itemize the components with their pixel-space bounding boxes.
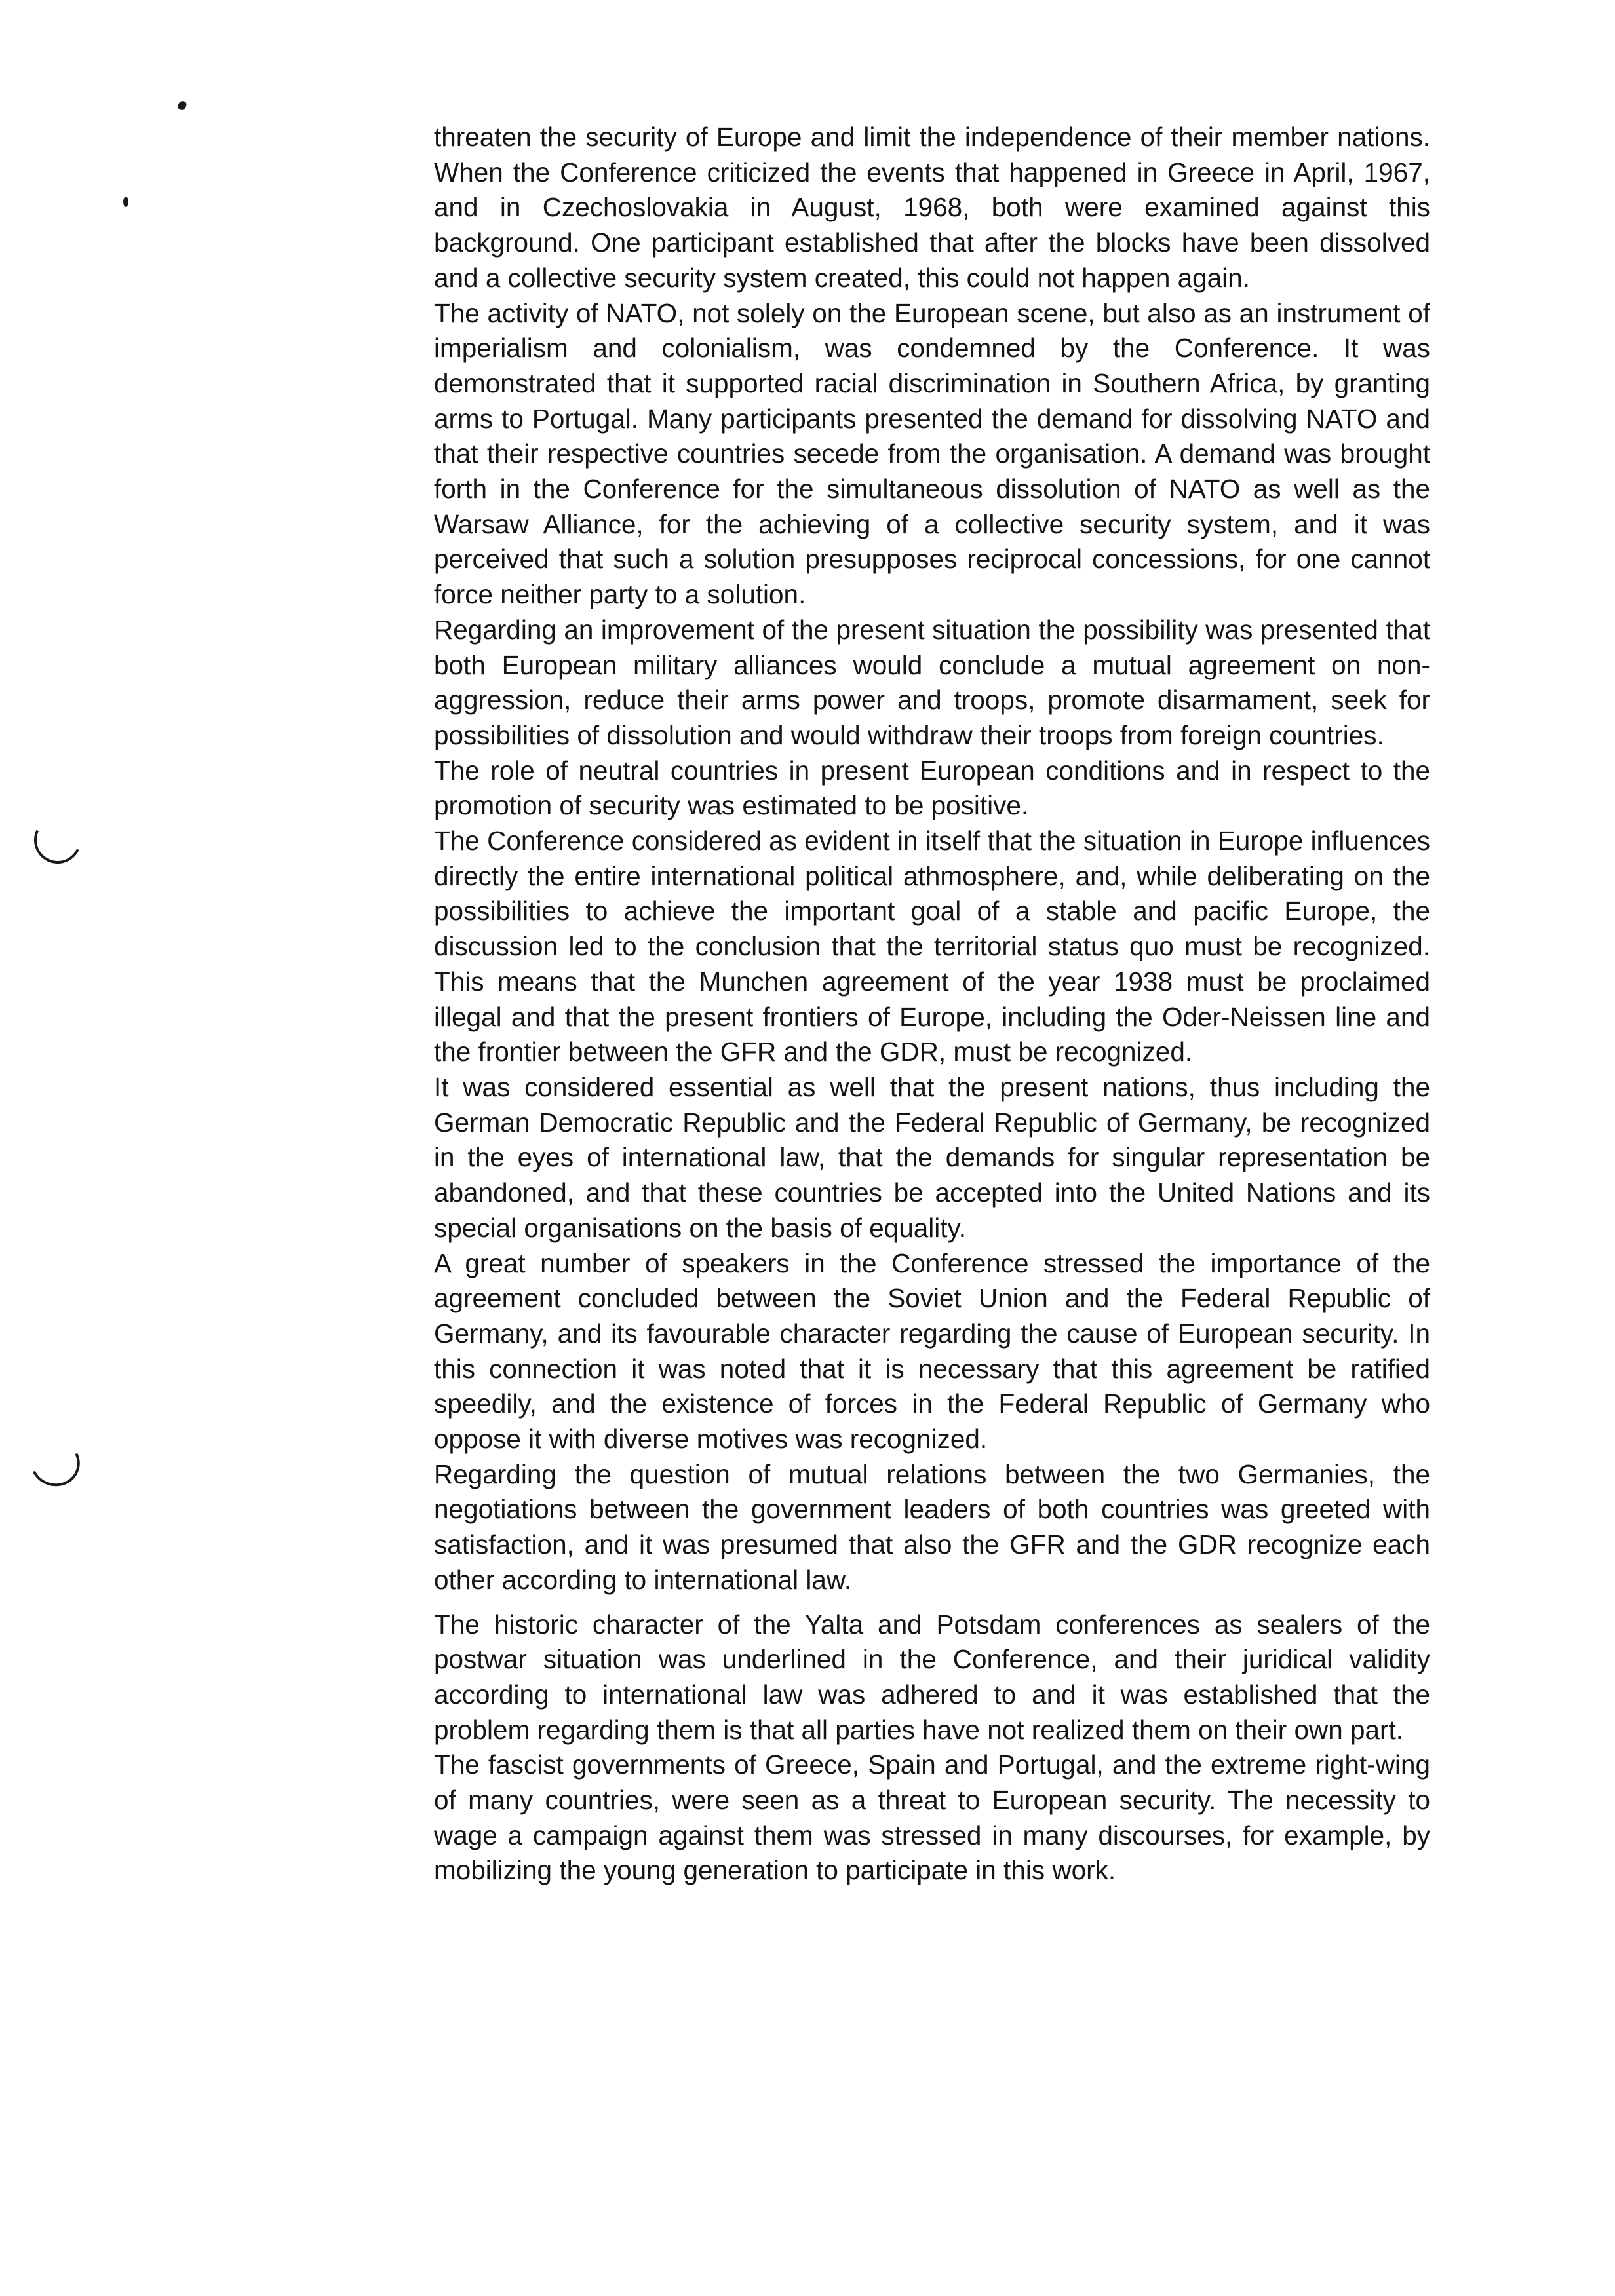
paragraph: A great number of speakers in the Conference stressed the importance of the agreement concluded between the Soviet Union and the Federal Republic of Germany, and its favourable character regarding the cause of European security. In this connection it was noted that it is necessary that this agreement be ratified speedily, and the existence of forces in the Federal Republic of Germany who oppose it with diverse motives was recognized. [434, 1248, 1430, 1455]
paragraph: The role of neutral countries in present European conditions and in respect to the promotion of security was estimated to be positive. [434, 755, 1430, 821]
paragraph: The Conference considered as evident in itself that the situation in Europe influences directly the entire international political athmosphere, and, while deliberating on the possibilities to achieve the important goal of a stable and pacific Europe, the discussion led to the conclusion that the territorial status quo must be recognized. This means that the Munchen agreement of the year 1938 must be proclaimed illegal and that the present frontiers of Europe, including the Oder-Neissen line and the frontier between the GFR and the GDR, must be recognized. [434, 826, 1430, 1067]
paragraph: The historic character of the Yalta and Potsdam conferences as sealers of the postwar situation was underlined in the Conference, and their juridical validity according to international law was adhered to and it was established that the problem regarding them is that all parties have not realized them on their own part. [434, 1609, 1430, 1745]
paragraph: Regarding an improvement of the present situation the possibility was presented that both European military alliances would conclude a mutual agreement on non-aggression, reduce their arms power and troops, promote disarmament, seek for possibilities of dissolution and would withdraw their troops from foreign countries. [434, 614, 1430, 750]
paragraph: It was considered essential as well that the present nations, thus including the German Democratic Republic and the Federal Republic of Germany, be recognized in the eyes of international law, that the demands for singular representation be abandoned, and that these countries be accepted into the United Nations and its special organisations on the basis of equality. [434, 1071, 1430, 1243]
scan-speck-mark [177, 100, 187, 111]
punch-hole-mark [24, 1432, 87, 1493]
paragraph: The activity of NATO, not solely on the European scene, but also as an instrument of imperialism and colonialism, was condemned by the Conference. It was demonstrated that it supported racial discrimination in Southern Africa, by granting arms to Portugal. Many participants presented the demand for dissolving NATO and that their respective countries secede from the organisation. A demand was brought forth in the Conference for the simultaneous dissolution of NATO as well as the Warsaw Alliance, for the achieving of a collective security system, and it was perceived that such a solution presupposes reciprocal concessions, for one cannot force neither party to a solution. [434, 297, 1430, 610]
scan-speck-mark [123, 197, 128, 207]
paragraph: threaten the security of Europe and limit the independence of their member nations. When the Conference criticized the events that happened in Greece in April, 1967, and in Czechoslovakia in August, 1968, both were examined against this background. One participant established that after the blocks have been dissolved and a collective security system created, this could not happen again. [434, 122, 1430, 293]
punch-hole-mark [28, 810, 88, 870]
paragraph: The fascist governments of Greece, Spain and Portugal, and the extreme right-wing of many countries, were seen as a threat to European security. The necessity to wage a campaign against them was stressed in many discourses, for example, by mobilizing the young generation to participate in this work. [434, 1750, 1430, 1886]
paragraph: Regarding the question of mutual relations between the two Germanies, the negotiations between the government leaders of both countries was greeted with satisfaction, and it was presumed that also the GFR and the GDR recognize each other according to international law. [434, 1459, 1430, 1595]
body-text [434, 120, 1430, 1888]
